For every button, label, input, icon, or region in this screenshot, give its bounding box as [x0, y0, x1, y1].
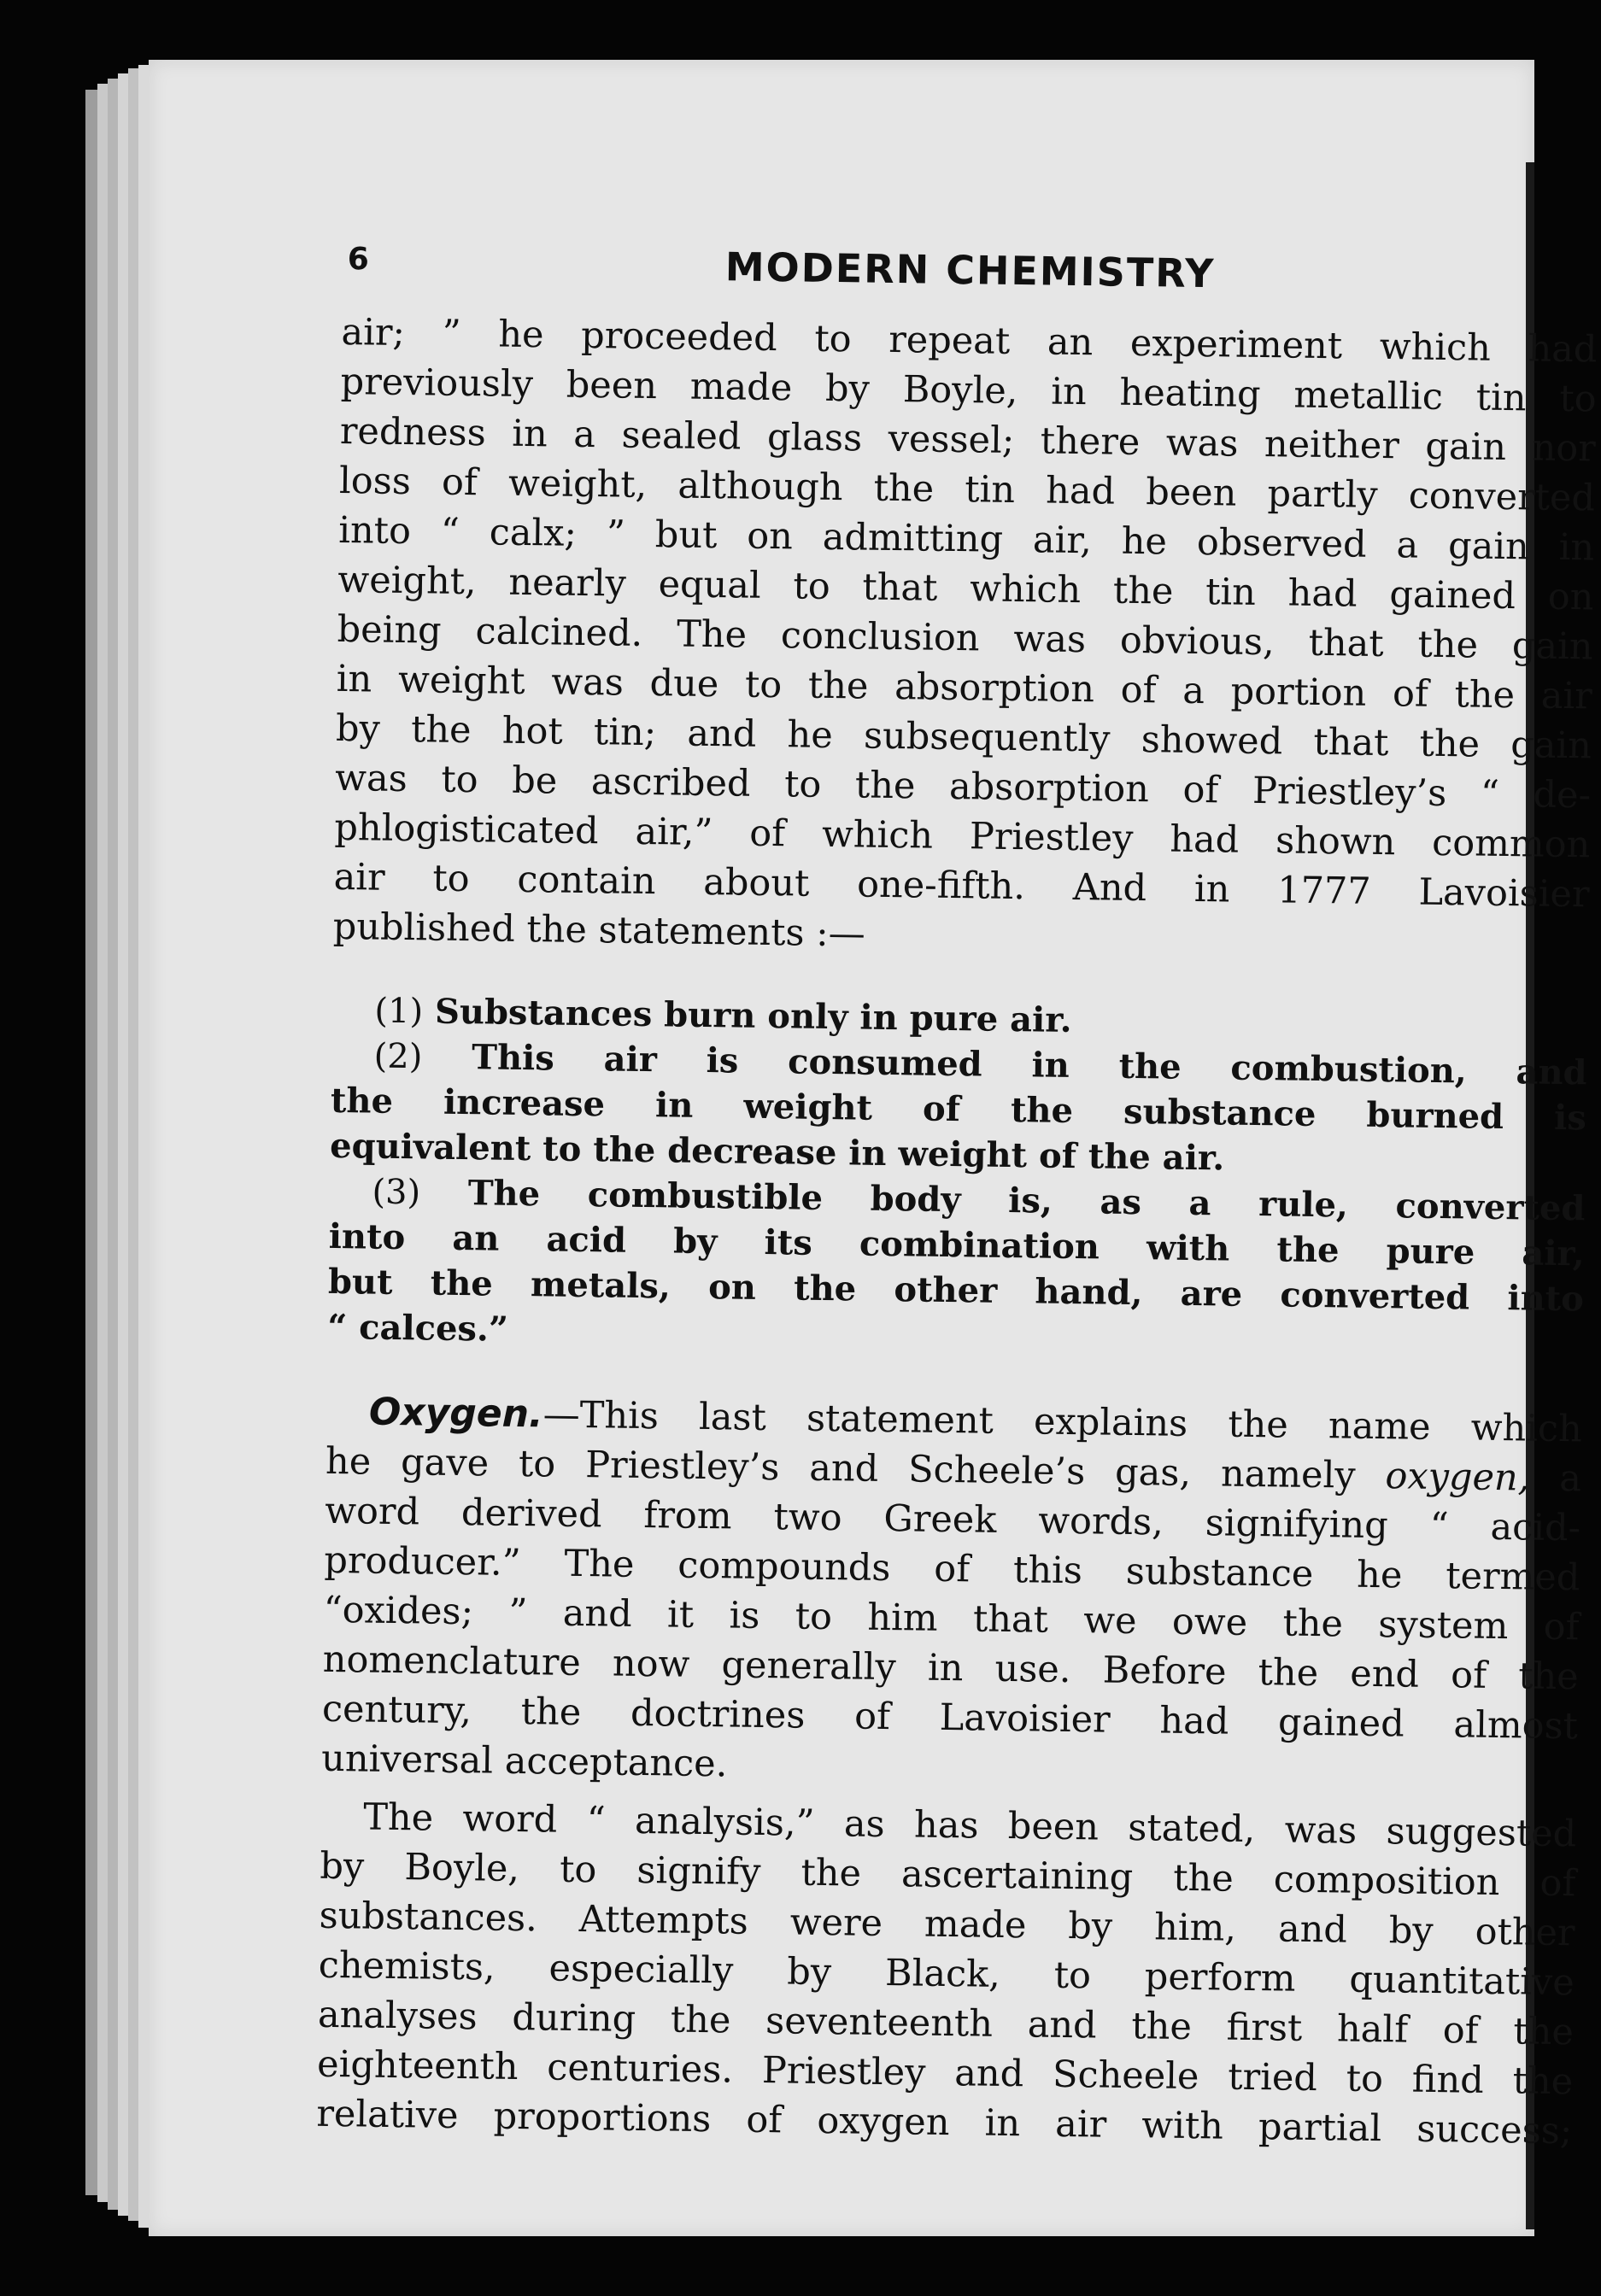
text-line: he gave to Priestley’s and Scheele’s gas, namely oxygen, a	[325, 1439, 1582, 1501]
text-line: loss of weight, although the tin had been partly converted	[338, 459, 1596, 520]
text-line: eighteenth centuries. Priestley and Scheele tried to find the	[316, 2042, 1574, 2104]
text-line: universal acceptance.	[320, 1737, 728, 1786]
text-line: phlogisticated air,” of which Priestley had shown common	[334, 805, 1591, 867]
text-line: by Boyle, to signify the ascertaining the composition of	[320, 1844, 1576, 1906]
statement-line: (3) The combustible body is, as a rule, converted	[372, 1172, 1586, 1229]
statement-line: “ calces.”	[326, 1306, 509, 1350]
statement-line: (1) Substances burn only in pure air.	[374, 991, 1072, 1040]
body-text	[316, 308, 1598, 2156]
statement-line: equivalent to the decrease in weight of the air.	[329, 1125, 1225, 1179]
text-line: analyses during the seventeenth and the first half of the	[317, 1993, 1575, 2054]
text-line: word derived from two Greek words, signifying “ acid-	[324, 1489, 1581, 1550]
paragraph	[332, 308, 1597, 969]
text-line: published the statements :—	[332, 905, 865, 956]
text-line: redness in a sealed glass vessel; there was neither gain nor	[339, 409, 1597, 471]
text-line: by the hot tin; and he subsequently showed that the gain	[335, 706, 1592, 768]
text-line: air; ” he proceeded to repeat an experiment which had	[341, 310, 1598, 372]
text-line: Oxygen.—This last statement explains the name which	[368, 1390, 1583, 1451]
text-line: in weight was due to the absorption of a portion of the air	[336, 657, 1593, 718]
text-line: producer.” The compounds of this substance he termed	[324, 1538, 1580, 1600]
section-heading: Oxygen.	[368, 1390, 544, 1437]
running-title: MODERN CHEMISTRY	[724, 243, 1216, 297]
text-line: being calcined. The conclusion was obvious, that the gain	[337, 607, 1593, 669]
text-line: The word “ analysis,” as has been stated, was suggested	[362, 1795, 1577, 1856]
text-line: nomenclature now generally in use. Before the end of the	[322, 1637, 1580, 1699]
paragraph	[316, 1792, 1577, 2156]
statement-number: (1)	[374, 991, 424, 1032]
book-page	[149, 60, 1598, 2236]
page-edge	[85, 90, 98, 2195]
oxygen-paragraph	[321, 1387, 1582, 1801]
page-number: 6	[347, 242, 370, 278]
statement-number: (3)	[372, 1172, 421, 1213]
text-line: weight, nearly equal to that which the tin had gained on	[337, 558, 1594, 619]
text-line: chemists, especially by Black, to perform quantitative	[318, 1943, 1575, 2005]
text-line: “oxides; ” and it is to him that we owe the system of	[323, 1588, 1580, 1649]
running-head	[342, 226, 1598, 313]
text-line: relative proportions of oxygen in air with partial success;	[316, 2092, 1573, 2153]
statement-line: (2) This air is consumed in the combustion, and	[373, 1036, 1587, 1093]
statement-line: but the metals, on the other hand, are converted into	[327, 1261, 1585, 1320]
statement-number: (2)	[373, 1036, 423, 1077]
text-line: was to be ascribed to the absorption of Priestley’s “ de-	[334, 756, 1592, 817]
text-line: air to contain about one-fifth. And in 1777 Lavoisier	[333, 855, 1590, 917]
italic-term: oxygen,	[1385, 1455, 1530, 1500]
page-content	[316, 60, 1601, 2153]
text-line: substances. Attempts were made by him, and by other	[319, 1894, 1575, 1955]
text-line: century, the doctrines of Lavoisier had gained almost	[321, 1687, 1579, 1748]
text-line: previously been made by Boyle, in heating metallic tin to	[340, 360, 1597, 421]
statement-line: into an acid by its combination with the pure air,	[328, 1215, 1585, 1274]
statement-line: the increase in weight of the substance burned is	[330, 1080, 1587, 1139]
statements-list	[327, 987, 1588, 1367]
text-line: into “ calx; ” but on admitting air, he observed a gain in	[337, 508, 1595, 570]
